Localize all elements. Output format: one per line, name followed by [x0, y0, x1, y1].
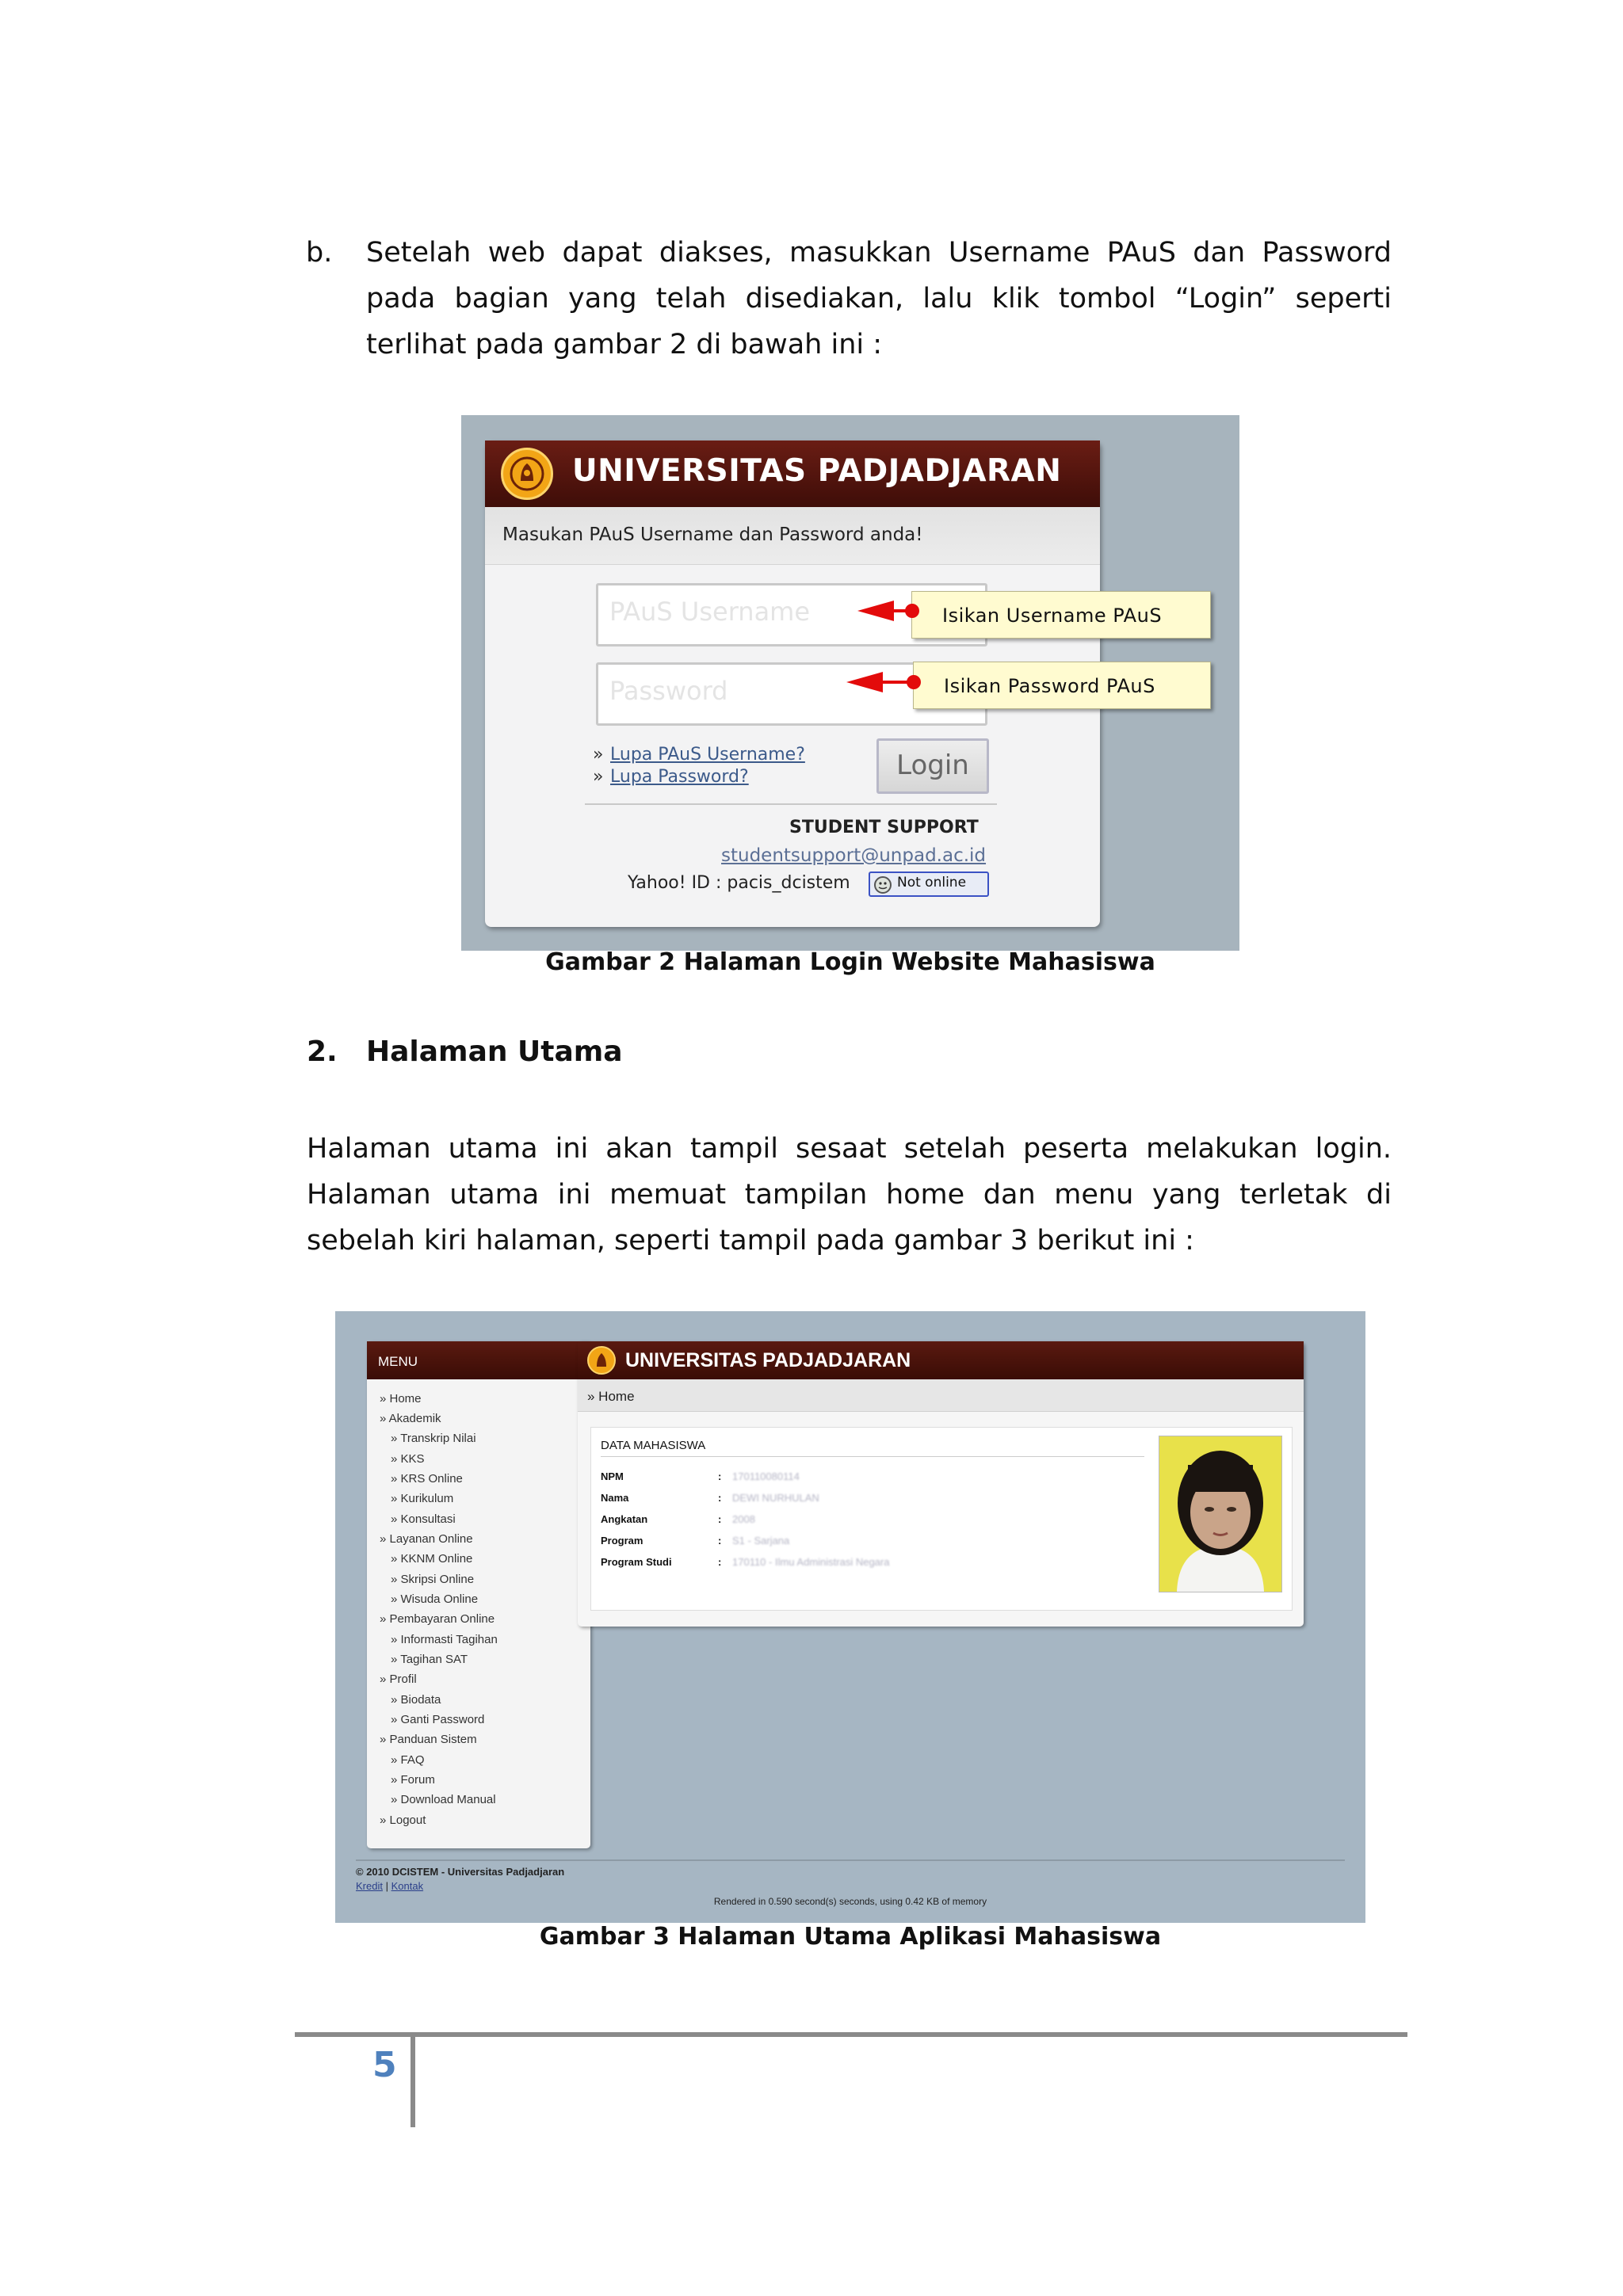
menu-item-wisuda-online[interactable]: » Wisuda Online	[391, 1592, 479, 1606]
link-separator: |	[385, 1880, 388, 1892]
menu-item-profil[interactable]: » Profil	[380, 1672, 417, 1686]
unpad-logo-icon	[501, 448, 553, 500]
forgot-password-link[interactable]: Lupa Password?	[610, 767, 749, 787]
breadcrumb-home[interactable]: » Home	[587, 1389, 635, 1404]
callout-password: Isikan Password PAuS	[913, 662, 1211, 709]
kontak-link[interactable]: Kontak	[391, 1880, 424, 1892]
side-menu	[367, 1341, 590, 1848]
section2-paragraph: Halaman utama ini akan tampil sesaat setelah peserta melakukan login. Halaman utama ini memuat tampilan home dan menu yang terletak di sebelah kiri halaman, seperti tampil pada gambar 3 berikut ini :	[307, 1133, 1392, 1257]
callout-dot-icon	[907, 675, 921, 689]
menu-item-akademik[interactable]: » Akademik	[380, 1412, 441, 1425]
footer-divider	[356, 1859, 1345, 1861]
student-data-panel	[590, 1427, 1293, 1611]
menu-item-biodata[interactable]: » Biodata	[391, 1693, 441, 1707]
divider	[585, 803, 997, 805]
field-label: Angkatan	[601, 1513, 648, 1525]
footer-rule	[295, 2032, 1407, 2037]
menu-item-home[interactable]: » Home	[380, 1392, 422, 1405]
main-banner	[578, 1341, 1304, 1379]
data-title: DATA MAHASISWA	[601, 1439, 706, 1452]
figure3-caption: Gambar 3 Halaman Utama Aplikasi Mahasiswa	[539, 1923, 1162, 1951]
callout-username: Isikan Username PAuS	[911, 591, 1211, 639]
menu-item-transkrip-nilai[interactable]: » Transkrip Nilai	[391, 1432, 476, 1445]
divider	[601, 1456, 1144, 1457]
login-instruction: Masukan PAuS Username dan Password anda!	[502, 524, 923, 545]
menu-item-skripsi-online[interactable]: » Skripsi Online	[391, 1573, 475, 1586]
login-instruction-bar	[485, 507, 1100, 565]
messenger-icon	[873, 875, 892, 894]
menu-item-logout[interactable]: » Logout	[380, 1814, 426, 1827]
render-info: Rendered in 0.590 second(s) seconds, using 0.42 KB of memory	[713, 1896, 987, 1907]
footer-vertical-rule	[411, 2032, 415, 2127]
field-value: 170110080114	[732, 1470, 800, 1482]
password-input[interactable]: Password	[596, 662, 987, 726]
menu-title: MENU	[378, 1354, 418, 1369]
field-value: 2008	[732, 1513, 755, 1525]
field-label: Program	[601, 1535, 643, 1547]
field-label: Program Studi	[601, 1556, 672, 1568]
field-value: 170110 - Ilmu Administrasi Negara	[732, 1556, 890, 1568]
banner-title: UNIVERSITAS PADJADJARAN	[572, 453, 1062, 489]
support-title: STUDENT SUPPORT	[789, 818, 979, 837]
field-sep: :	[718, 1556, 722, 1568]
field-value: DEWI NURHULAN	[732, 1492, 819, 1504]
yahoo-id: Yahoo! ID : pacis_dcistem	[628, 873, 850, 893]
main-banner-title: UNIVERSITAS PADJADJARAN	[625, 1349, 911, 1371]
figure-login-screenshot	[461, 415, 1239, 951]
field-sep: :	[718, 1492, 722, 1504]
menu-item-layanan-online[interactable]: » Layanan Online	[380, 1532, 473, 1546]
menu-item-kks[interactable]: » KKS	[391, 1452, 425, 1466]
menu-header	[367, 1341, 590, 1379]
login-card	[485, 441, 1163, 927]
menu-item-faq[interactable]: » FAQ	[391, 1753, 425, 1767]
menu-item-panduan-sistem[interactable]: » Panduan Sistem	[380, 1733, 477, 1746]
username-input[interactable]: PAuS Username	[596, 583, 987, 646]
page-number: 5	[372, 2045, 397, 2085]
figure-main-page-screenshot	[335, 1311, 1365, 1923]
menu-item-download-manual[interactable]: » Download Manual	[391, 1793, 496, 1806]
footer-links	[356, 1880, 423, 1892]
field-sep: :	[718, 1470, 722, 1482]
step-b-paragraph: Setelah web dapat diakses, masukkan Username PAuS dan Password pada bagian yang telah disediakan, lalu klik tombol “Login” seperti terlihat pada gambar 2 di bawah ini :	[366, 237, 1392, 360]
field-sep: :	[718, 1535, 722, 1547]
field-label: Nama	[601, 1492, 629, 1504]
menu-item-krs-online[interactable]: » KRS Online	[391, 1472, 463, 1486]
figure2-caption: Gambar 2 Halaman Login Website Mahasiswa	[545, 948, 1155, 976]
section-heading: Halaman Utama	[366, 1035, 623, 1068]
login-banner	[485, 441, 1100, 507]
login-button[interactable]: Login	[876, 738, 989, 794]
breadcrumb	[578, 1379, 1304, 1412]
menu-item-forum[interactable]: » Forum	[391, 1773, 435, 1787]
menu-item-tagihan-sat[interactable]: » Tagihan SAT	[391, 1653, 468, 1666]
status-badge	[869, 871, 989, 897]
copyright: © 2010 DCISTEM - Universitas Padjadjaran	[356, 1866, 565, 1878]
menu-item-kurikulum[interactable]: » Kurikulum	[391, 1492, 454, 1505]
unpad-logo-icon	[587, 1346, 616, 1375]
forgot-username-link[interactable]: Lupa PAuS Username?	[610, 745, 805, 765]
callout-dot-icon	[905, 604, 919, 618]
student-photo	[1159, 1436, 1282, 1592]
link-bullet: »	[593, 745, 604, 765]
menu-item-informasi-tagihan[interactable]: » Informasti Tagihan	[391, 1633, 498, 1646]
kredit-link[interactable]: Kredit	[356, 1880, 383, 1892]
field-sep: :	[718, 1513, 722, 1525]
menu-item-ganti-password[interactable]: » Ganti Password	[391, 1713, 485, 1726]
menu-item-pembayaran-online[interactable]: » Pembayaran Online	[380, 1612, 495, 1626]
menu-item-kknm-online[interactable]: » KKNM Online	[391, 1552, 473, 1566]
menu-item-konsultasi[interactable]: » Konsultasi	[391, 1512, 456, 1526]
main-panel	[578, 1341, 1304, 1627]
list-marker-b: b.	[306, 237, 333, 269]
status-badge-label: Not online	[897, 875, 967, 891]
field-value: S1 - Sarjana	[732, 1535, 790, 1547]
link-bullet: »	[593, 767, 604, 787]
field-label: NPM	[601, 1470, 624, 1482]
support-email-link[interactable]: studentsupport@unpad.ac.id	[721, 845, 987, 866]
section-number: 2.	[307, 1035, 338, 1068]
